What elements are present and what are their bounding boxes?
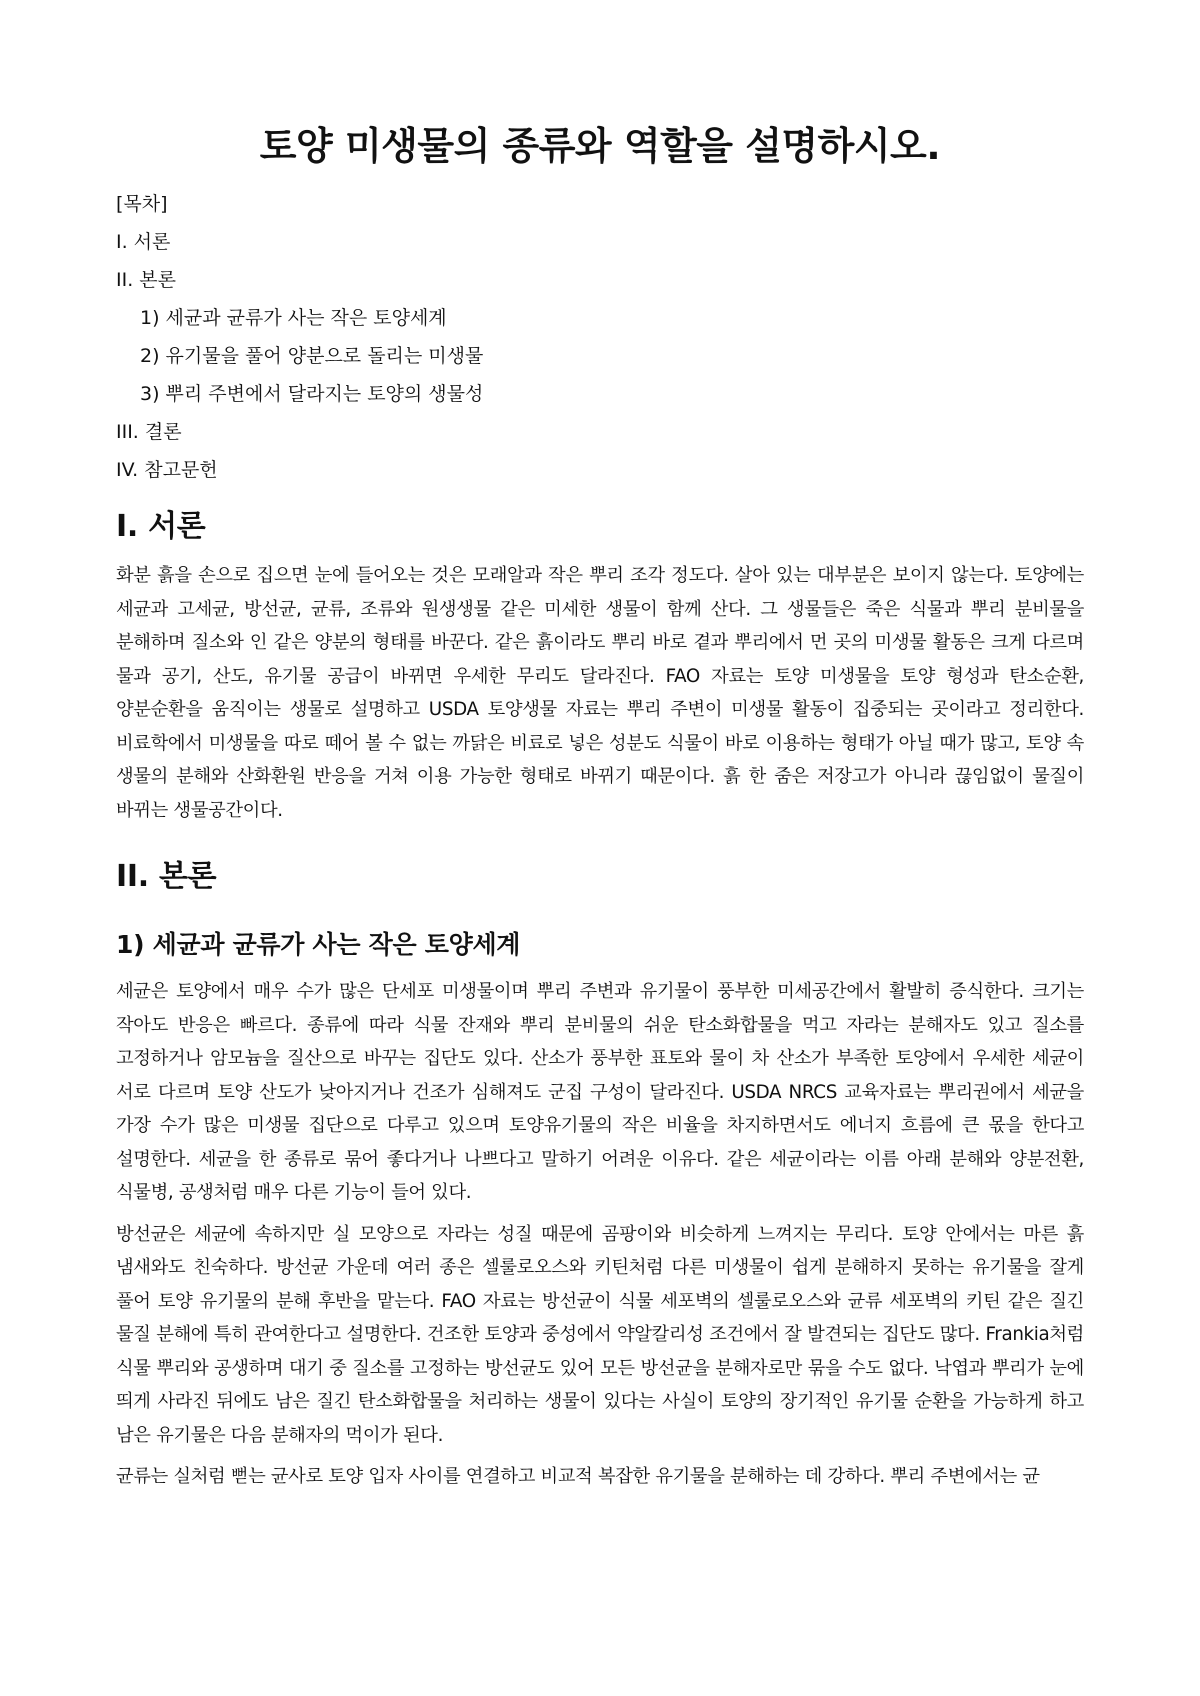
toc-item-body: II. 본론 xyxy=(116,269,176,291)
toc-item-conclusion: III. 결론 xyxy=(116,421,182,443)
body-sub1-paragraph-actinomycetes: 방선균은 세균에 속하지만 실 모양으로 자라는 성질 때문에 곰팡이와 비슷하게 느껴지는 무리다. 토양 안에서는 마른 흙 냄새와도 친숙하다. 방선균 가운데 여러 종은 셀룰로오스와 키틴처럼 다른 미생물이 쉽게 분해하지 못하는 유기물을 잘게 풀어 토양 유기물의 분해 후반을 맡는다. FAO 자료는 방선균이 식물 세포벽의 셀룰로오스와 균류 세포벽의 키틴 같은 질긴 물질 분해에 특히 관여한다고 설명한다. 건조한 토양과 중성에서 약알칼리성 조건에서 잘 발견되는 집단도 많다. Frankia처럼 식물 뿌리와 공생하며 대기 중 질소를 고정하는 방선균도 있어 모든 방선균을 분해자로만 묶을 수도 없다. 낙엽과 뿌리가 눈에 띄게 사라진 뒤에도 남은 질긴 탄소화합물을 처리하는 생물이 있다는 사실이 토양의 장기적인 유기물 순환을 가능하게 하고 남은 유기물은 다음 분해자의 먹이가 된다. xyxy=(116,1223,1084,1446)
body-sub1-heading: 1) 세균과 균류가 사는 작은 토양세계 xyxy=(116,930,521,959)
body-sub1-paragraph-bacteria: 세균은 토양에서 매우 수가 많은 단세포 미생물이며 뿌리 주변과 유기물이 풍부한 미세공간에서 활발히 증식한다. 크기는 작아도 반응은 빠르다. 종류에 따라 식물 잔재와 뿌리 분비물의 쉬운 탄소화합물을 먹고 자라는 분해자도 있고 질소를 고정하거나 암모늄을 질산으로 바꾸는 집단도 있다. 산소가 풍부한 표토와 물이 차 산소가 부족한 토양에서 우세한 세균이 서로 다르며 토양 산도가 낮아지거나 건조가 심해져도 군집 구성이 달라진다. USDA NRCS 교육자료는 뿌리권에서 세균을 가장 수가 많은 미생물 집단으로 다루고 있으며 토양유기물의 작은 비율을 차지하면서도 에너지 흐름에 큰 몫을 한다고 설명한다. 세균을 한 종류로 묶어 좋다거나 나쁘다고 말하기 어려운 이유다. 같은 세균이라는 이름 아래 분해와 양분전환, 식물병, 공생처럼 매우 다른 기능이 들어 있다. xyxy=(116,981,1084,1203)
toc-item-body-3: 3) 뿌리 주변에서 달라지는 토양의 생물성 xyxy=(140,383,484,405)
toc-item-body-2: 2) 유기물을 풀어 양분으로 돌리는 미생물 xyxy=(140,345,484,367)
toc-item-intro: I. 서론 xyxy=(116,231,171,253)
body-heading: II. 본론 xyxy=(116,859,217,894)
table-of-contents xyxy=(116,192,1084,483)
document-title: 토양 미생물의 종류와 역할을 설명하시오. xyxy=(259,124,941,168)
toc-label: [목차] xyxy=(116,193,168,215)
intro-heading: I. 서론 xyxy=(116,509,206,544)
body-sub1-paragraph-fungi: 균류는 실처럼 뻗는 균사로 토양 입자 사이를 연결하고 비교적 복잡한 유기물을 분해하는 데 강하다. 뿌리 주변에서는 균 xyxy=(116,1466,1040,1487)
toc-item-references: IV. 참고문헌 xyxy=(116,459,218,481)
toc-item-body-1: 1) 세균과 균류가 사는 작은 토양세계 xyxy=(140,307,447,329)
intro-paragraph: 화분 흙을 손으로 집으면 눈에 들어오는 것은 모래알과 작은 뿌리 조각 정도다. 살아 있는 대부분은 보이지 않는다. 토양에는 세균과 고세균, 방선균, 균류, 조류와 원생생물 같은 미세한 생물이 함께 산다. 그 생물들은 죽은 식물과 뿌리 분비물을 분해하며 질소와 인 같은 양분의 형태를 바꾼다. 같은 흙이라도 뿌리 바로 곁과 뿌리에서 먼 곳의 미생물 활동은 크게 다르며 물과 공기, 산도, 유기물 공급이 바뀌면 우세한 무리도 달라진다. FAO 자료는 토양 미생물을 토양 형성과 탄소순환, 양분순환을 움직이는 생물로 설명하고 USDA 토양생물 자료는 뿌리 주변이 미생물 활동이 집중되는 곳이라고 정리한다. 비료학에서 미생물을 따로 떼어 볼 수 없는 까닭은 비료로 넣은 성분도 식물이 바로 이용하는 형태가 아닐 때가 많고, 토양 속 생물의 분해와 산화환원 반응을 거쳐 이용 가능한 형태로 바뀌기 때문이다. 흙 한 줌은 저장고가 아니라 끊임없이 물질이 바뀌는 생물공간이다. xyxy=(116,565,1084,821)
